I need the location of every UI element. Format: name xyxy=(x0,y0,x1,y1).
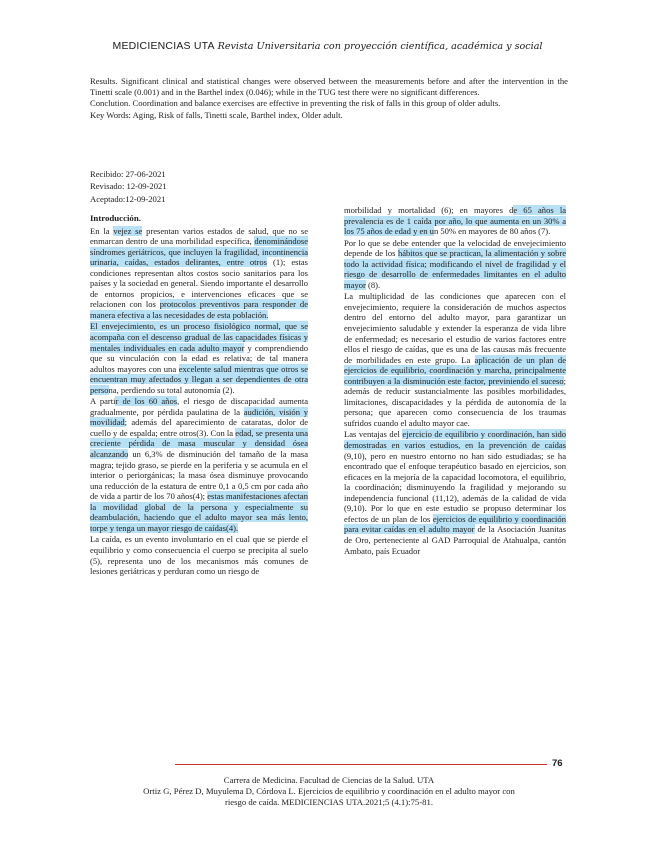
abstract-results: Results. Significant clinical and statistical changes were observed between the measurements before and after the intervention in the Tinetti scale (0.001) and in the Barthel index (0.046); while in the TUG test there were no significant differences. xyxy=(90,76,568,97)
abstract-block xyxy=(90,76,568,121)
footer-rule xyxy=(175,764,547,765)
highlight: hábitos que se practican, la alimentación y sobre todo la actividad física; modificando el nivel de fragilidad y el riesgo de desarrollo de enfermedades limitantes en el adulto mayor xyxy=(344,248,566,290)
footer-citation-cont: riesgo de caída. MEDICIENCIAS UTA.2021;5 (4.1):75-81. xyxy=(224,797,433,808)
abstract-conclusion: Conclution. Coordination and balance exercises are effective in preventing the risk of falls in this group of older adults. xyxy=(90,98,501,109)
journal-subtitle: Revista Universitaria con proyección científica, académica y social xyxy=(217,41,543,52)
section-heading: Introducción. xyxy=(90,213,141,223)
left-column xyxy=(90,213,308,578)
highlight: vejez se xyxy=(113,225,143,236)
submission-dates xyxy=(90,168,167,205)
paragraph: Por lo que se debe entender que la velocidad de envejecimiento depende de los hábitos que se practican, la alimentación y sobre todo la actividad física; modificando el nivel de fragilidad y el riesgo de desarrollo de enfermedades limitantes en el adulto mayor (8). xyxy=(344,237,566,290)
paragraph: Las ventajas del ejercicio de equilibrio y coordinación, han sido demostradas en varios estudios, en la prevención de caídas (9,10), pero en nuestro entorno no han sido estudiadas; se ha encontrado que el enfoque terapéutico basado en ejercicios, son eficaces en la mejoría de la capacidad locomotora, el equilibrio, la coordinación; disminuyendo la fragilidad y mejorando su independencia funcional (11,12), además de la calidad de vida (9,10). Por lo que en este estudio se propuso determinar los efectos de un plan de los ejercicios de equilibrio y coordinación para evitar caídas en el adulto mayor de la Asociación Juanitas de Oro, perteneciente al GAD Parroquial de Atahualpa, cantón Ambato, país Ecuador xyxy=(344,429,567,556)
highlight: audición, visión y movilidad xyxy=(90,406,308,428)
date-accepted: Aceptado:12-09-2021 xyxy=(90,193,166,204)
date-received: Recibido: 27-06-2021 xyxy=(90,169,166,179)
paragraph: A partir de los 60 años, el riesgo de discapacidad aumenta gradualmente, por pérdida paulatina de la audición, visión y movilidad; además del aparecimiento de cataratas, dolor de cuello y de espalda; entre otros(3). Con la edad, se presenta una creciente pérdida de masa muscular y densidad ósea alcanzando un 6,3% de disminución del tamaño de la masa magra; tejido graso, se pierde en la periferia y se acumula en el interior o periorgánicas; la masa ósea disminuye provocando una reducción de la estatura de entre 0,1 a 0,5 cm por cada año de vida a partir de los 70 años(4); estas manifestaciones afectan la movilidad global de la persona y especialmente su deambulación, haciendo que el adulto mayor sea más lento, torpe y tenga un mayor riesgo de caídas(4). xyxy=(90,396,308,533)
paragraph: La multiplicidad de las condiciones que aparecen con el envejecimiento, requiere la consideración de muchos aspectos dentro del entorno del adulto mayor, para garantizar un envejecimiento saludable y extender la esperanza de vida libre de enfermedad; es necesario el estudio de varios factores entre ellos el riesgo de caídas, que es una de las causas más frecuente de morbilidades en este grupo. La aplicación de un plan de ejercicios de equilibrio, coordinación y marcha, principalmente contribuyen a la disminución este factor, previniendo el suceso; además de reducir sustancialmente las posibles morbilidades, limitaciones, discapacidades y la pérdida de autonomía de la persona; que aparecen como consecuencia de los traumas sufridos cuando el adulto mayor cae. xyxy=(344,291,566,428)
highlight: ejercicios de equilibrio y coordinación para evitar caídas en el adulto mayor xyxy=(344,513,566,535)
date-revised: Revisado: 12-09-2021 xyxy=(90,181,167,192)
highlight: denominándose síndromes geriátricos, que incluyen la fragilidad, incontinencia urinaria, caídas, estados delirantes, entre otros xyxy=(90,236,308,268)
highlight: excelente salud mientras que otros se encuentran muy afectados y llegan a ser dependientes de otra perso xyxy=(90,363,308,395)
highlight: ejercicio de equilibrio y coordinación, han sido demostradas en varios estudios, en la prevención de caídas xyxy=(344,429,567,451)
footer-citation: Ortiz G, Pérez D, Muyulema D, Córdova L. Ejercicios de equilibrio y coordinación en el adulto mayor con xyxy=(143,786,515,797)
journal-header xyxy=(0,40,655,52)
highlight: edad, se presenta una creciente pérdida de masa muscular y densidad ósea alcanzando xyxy=(90,427,308,460)
highlight: El envejecimiento, es un proceso fisiológico normal, que se acompaña con el descenso gradual de las capacidades físicas y mentales individuales en cada adulto mayor xyxy=(90,321,308,353)
right-column xyxy=(344,205,566,557)
page-footer xyxy=(90,775,568,809)
page-number: 76 xyxy=(552,758,563,769)
highlight: estas manifestaciones afectan la movilidad global de la persona y especialmente su deambulación, haciendo que el adulto mayor sea más lento, torpe y tenga un mayor riesgo de caídas(4). xyxy=(90,491,308,533)
paragraph: El envejecimiento, es un proceso fisiológico normal, que se acompaña con el descenso gradual de las capacidades físicas y mentales individuales en cada adulto mayor y comprendiendo que su vinculación con la edad es relativa; de tal manera adultos mayores con una excelente salud mientras que otros se encuentran muy afectados y llegan a ser dependientes de otra persona, perdiendo su total autonomía (2). xyxy=(90,321,308,395)
paragraph: En la vejez se presentan varios estados de salud, que no se enmarcan dentro de una morbilidad específica, denominándose síndromes geriátricos, que incluyen la fragilidad, incontinencia urinaria, caídas, estados delirantes, entre otros (1); estas condiciones representan altos costos socio sanitarios para los países y la sociedad en general. Siendo importante el desarrollo de entornos propicios, e intervenciones eficaces que se relacionen con los protocolos preventivos para responder de manera efectiva a las necesidades de esta población. xyxy=(90,225,308,320)
abstract-keywords: Key Words: Aging, Risk of falls, Tinetti scale, Barthel index, Older adult. xyxy=(90,109,343,120)
footer-affiliation: Carrera de Medicina. Facultad de Ciencias de la Salud. UTA xyxy=(223,775,435,785)
paragraph: La caída, es un evento involuntario en el cual que se pierde el equilibrio y como consecuencia el cuerpo se precipita al suelo (5), representa uno de los mecanismos más comunes de lesiones geriátricas y perduran como un riesgo de xyxy=(90,534,308,577)
highlight: protocolos preventivos para responder de manera efectiva a las necesidades de esta población. xyxy=(90,299,308,320)
highlight: e 65 años la prevalencia es de 1 caída por año, lo que aumenta en un 30% a los 75 años de edad y en u xyxy=(344,205,566,237)
highlight: r de los 60 años xyxy=(115,396,178,407)
journal-brand: MEDICIENCIAS UTA xyxy=(112,40,215,52)
paragraph: morbilidad y mortalidad (6); en mayores de 65 años la prevalencia es de 1 caída por año, lo que aumenta en un 30% a los 75 años de edad y en un 50% en mayores de 80 años (7). xyxy=(344,205,566,237)
highlight: aplicación de un plan de ejercicios de equilibrio, coordinación y marcha, principalmente contribuyen a la disminución este factor, previniendo el suceso xyxy=(344,354,566,386)
